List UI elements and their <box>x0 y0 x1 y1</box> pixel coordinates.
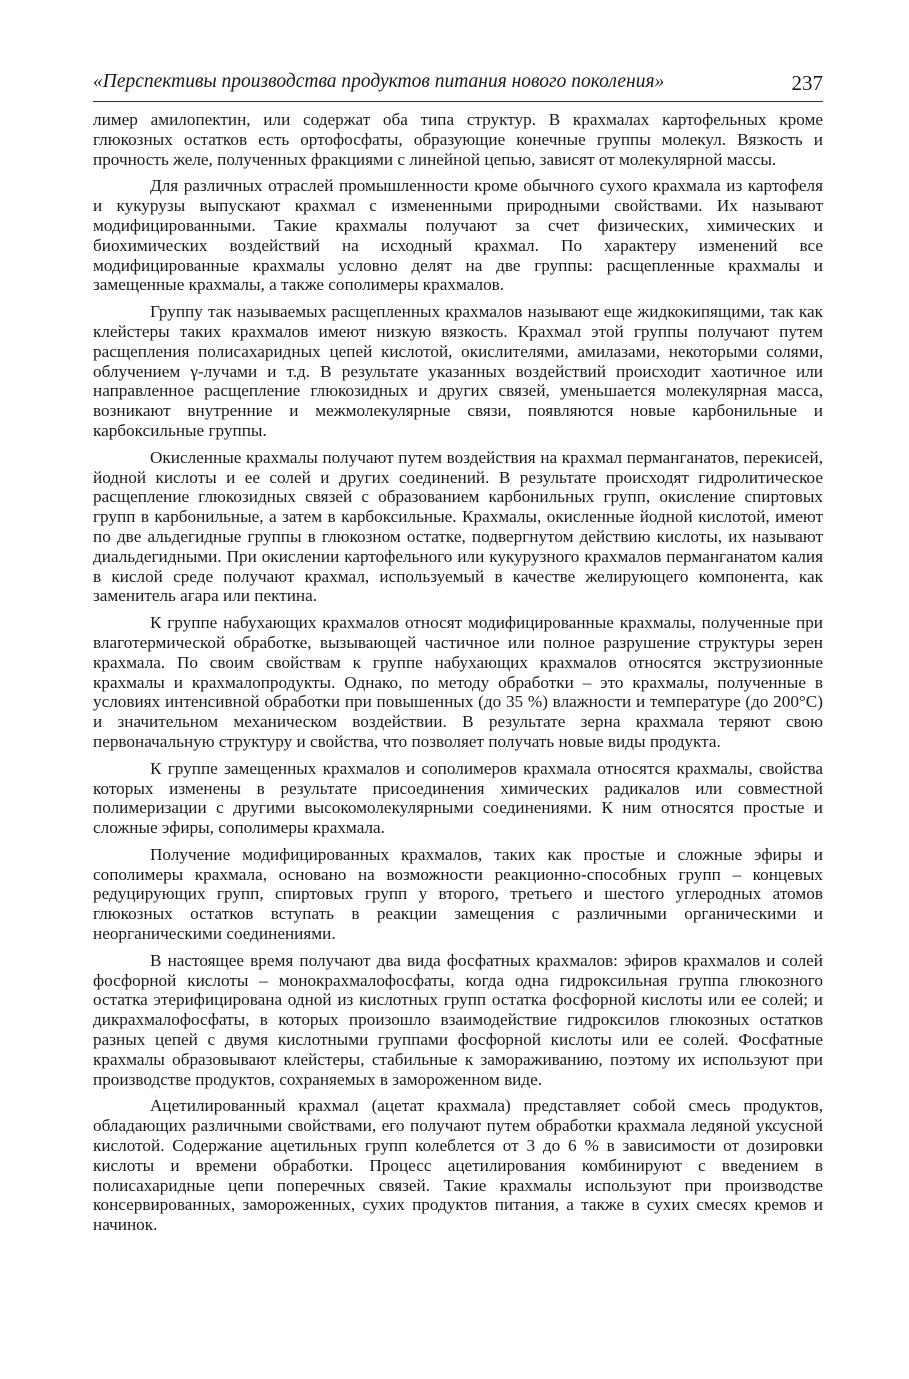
running-header <box>93 71 823 101</box>
paragraph-acetylated-starch: Ацетилированный крахмал (ацетат крахмала) представляет собой смесь продуктов, обладающих различными свойствами, его получают путем обработки крахмала ледяной уксусной кислотой. Содержание ацетильных групп колеблется от 3 до 6 % в зависимости от дозировки кислоты и времени обработки. Процесс ацетилирования комбинируют с введением в полисахаридные цепи поперечных связей. Такие крахмалы используют при производстве консервированных, замороженных, сухих продуктов питания, а также в сухих смесях кремов и начинок. <box>93 1096 823 1235</box>
paragraph-modified-starches: Для различных отраслей промышленности кроме обычного сухого крахмала из картофеля и кукурузы выпускают крахмал с измененными природными свойствами. Их называют модифицированными. Такие крахмалы получают за счет физических, химических и биохимических воздействий на исходный крахмал. По характеру изменений все модифицированные крахмалы условно делят на две группы: расщепленные крахмалы и замещенные крахмалы, а также сополимеры крахмалов. <box>93 176 823 295</box>
journal-title: «Перспективы производства продуктов питания нового поколения» <box>93 71 665 92</box>
page-number: 237 <box>791 71 823 95</box>
paragraph-phosphate-starches: В настоящее время получают два вида фосфатных крахмалов: эфиров крахмалов и солей фосфорной кислоты – монокрахмалофосфаты, когда одна гидроксильная группа глюкозного остатка этерифицирована одной из кислотных групп остатка фосфорной кислоты или ее солей; и дикрахмалофосфаты, в которых произошло взаимодействие гидроксилов глюкозных остатков разных цепей с двумя кислотными группами фосфорной кислоты или ее солей. Фосфатные крахмалы образовывают клейстеры, стабильные к замораживанию, поэтому их используют при производстве продуктов, сохраняемых в замороженном виде. <box>93 950 823 1089</box>
header-rule <box>93 101 823 102</box>
paragraph-split-starches: Группу так называемых расщепленных крахмалов называют еще жидкокипящими, так как клейстеры таких крахмалов имеют низкую вязкость. Крахмал этой группы получают путем расщепления полисахаридных цепей кислотой, окислителями, амилазами, некоторыми солями, облучением γ-лучами и т.д. В результате указанных воздействий происходит хаотичное или направленное расщепление глюкозидных и других связей, уменьшается молекулярная масса, возникают внутренние и межмолекулярные связи, появляются новые карбонильные и карбоксильные группы. <box>93 302 823 440</box>
paragraph-substituted-starches: К группе замещенных крахмалов и сополимеров крахмала относятся крахмалы, свойства которых изменены в результате присоединения химических радикалов или совместной полимеризации с другими высокомолекулярными соединениями. К ним относятся простые и сложные эфиры, сополимеры крахмала. <box>93 758 823 838</box>
paragraph-swelling-starches: К группе набухающих крахмалов относят модифицированные крахмалы, полученные при влаготермической обработке, вызывающей частичное или полное разрушение структуры зерен крахмала. По своим свойствам к группе набухающих крахмалов относятся экструзионные крахмалы и крахмалопродукты. Однако, по методу обработки – это крахмалы, полученные в условиях интенсивной обработки при повышенных (до 35 %) влажности и температуре (до 200°С) и значительном механическом воздействии. В результате зерна крахмала теряют свою первоначальную структуру и свойства, что позволяет получать новые виды продукта. <box>93 613 823 751</box>
paragraph-continuation: лимер амилопектин, или содержат оба типа структур. В крахмалах картофельных кроме глюкозных остатков есть ортофосфаты, образующие конечные группы молекул. Вязкость и прочность желе, полученных фракциями с линейной цепью, зависят от молекулярной массы. <box>93 110 823 169</box>
paragraph-esters-copolymers: Получение модифицированных крахмалов, таких как простые и сложные эфиры и сополимеры крахмала, основано на возможности реакционно-способных групп – концевых редуцирующих групп, спиртовых групп у второго, третьего и шестого углеродных атомов глюкозных остатков вступать в реакции замещения с различными органическими и неорганическими соединениями. <box>93 844 823 944</box>
paragraph-oxidized-starches: Окисленные крахмалы получают путем воздействия на крахмал перманганатов, перекисей, йодной кислоты и ее солей и других соединений. В результате происходят гидролитическое расщепление глюкозидных связей с образованием карбонильных групп, окисление спиртовых групп в карбонильные, а затем в карбоксильные. Крахмалы, окисленные йодной кислотой, имеют по две альдегидные группы в глюкозном остатке, подвергнутом действию кислоты, их называют диальдегидными. При окислении картофельного или кукурузного крахмалов перманганатом калия в кислой среде получают крахмал, используемый в качестве желирующего компонента, как заменитель агара или пектина. <box>93 447 823 606</box>
body-text <box>93 110 823 1235</box>
